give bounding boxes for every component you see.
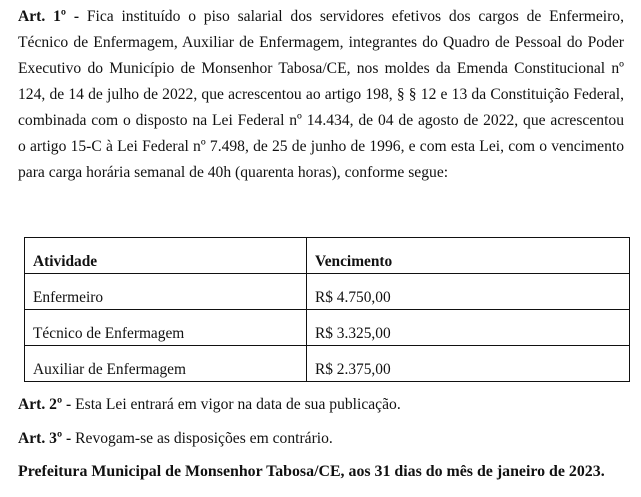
article-2-text: Esta Lei entrará em vigor na data de sua publicação.	[75, 396, 401, 413]
article-1-line-3: Executivo do Município de Monsenhor Tabosa/CE, nos moldes da Emenda Constitucional nº	[18, 60, 624, 77]
article-1-line-4: 124, de 14 de julho de 2022, que acrescentou ao artigo 198, § § 12 e 13 da Constituição Federal,	[18, 86, 624, 103]
table-header-row	[25, 238, 630, 274]
cell-atividade: Enfermeiro	[25, 274, 307, 310]
article-2	[18, 395, 401, 415]
article-1-line-5: combinada com o disposto na Lei Federal nº 14.434, de 04 de agosto de 2022, que acrescentou	[18, 112, 624, 129]
article-1	[18, 4, 624, 186]
table-row	[25, 310, 630, 346]
article-1-line-6: o artigo 15-C à Lei Federal nº 7.498, de 25 de junho de 1996, e com esta Lei, com o vencimento	[18, 138, 624, 155]
article-2-label: Art. 2º -	[18, 396, 72, 413]
article-3-label: Art. 3º -	[18, 430, 72, 447]
cell-atividade: Técnico de Enfermagem	[25, 310, 307, 346]
salary-table	[24, 237, 630, 382]
article-1-label: Art. 1º -	[18, 8, 80, 25]
article-1-line-7: para carga horária semanal de 40h (quarenta horas), conforme segue:	[18, 164, 449, 181]
closing-signature-line: Prefeitura Municipal de Monsenhor Tabosa/CE, aos 31 dias do mês de janeiro de 2023.	[18, 463, 605, 480]
article-1-line-1: Art. 1º - Fica instituído o piso salarial dos servidores efetivos dos cargos de Enfermeiro,	[18, 8, 624, 25]
header-atividade: Atividade	[25, 238, 307, 274]
table-row	[25, 274, 630, 310]
cell-vencimento: R$ 4.750,00	[307, 274, 630, 310]
cell-vencimento: R$ 2.375,00	[307, 346, 630, 382]
cell-vencimento: R$ 3.325,00	[307, 310, 630, 346]
article-1-line-2: Técnico de Enfermagem, Auxiliar de Enfermagem, integrantes do Quadro de Pessoal do Poder	[18, 34, 624, 51]
cell-atividade: Auxiliar de Enfermagem	[25, 346, 307, 382]
article-3	[18, 429, 333, 449]
header-vencimento: Vencimento	[307, 238, 630, 274]
table-row	[25, 346, 630, 382]
article-3-text: Revogam-se as disposições em contrário.	[75, 430, 333, 447]
